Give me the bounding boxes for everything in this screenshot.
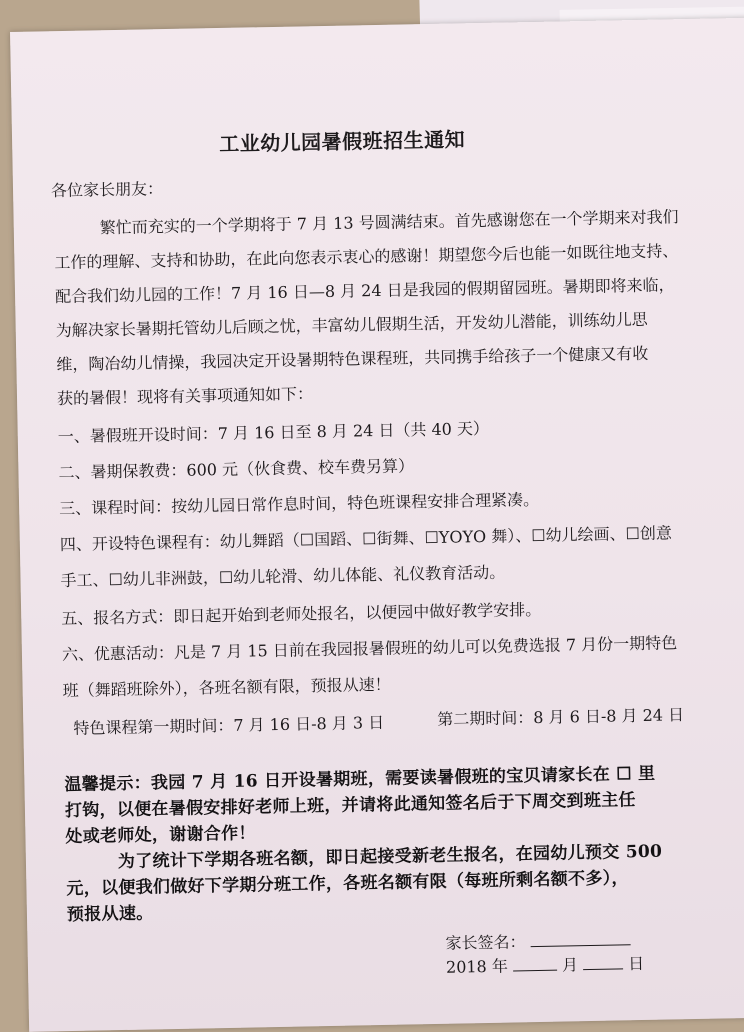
list-item: 五、报名方式：即日起开始到老师处报名，以便园中做好教学安排。 xyxy=(61,599,542,629)
date-month: 月 xyxy=(561,955,579,975)
list-item: 班（舞蹈班除外），各班名额有限，预报从速！ xyxy=(62,674,391,701)
tip-line-3: 处或老师处，谢谢合作！ xyxy=(65,823,256,848)
tip-line-1: 温馨提示：我园 7 月 16 日开设暑期班，需要读暑假班的宝贝请家长在 ☐ 里 xyxy=(64,763,656,796)
notice-title: 工业幼儿园暑假班招生通知 xyxy=(218,127,466,157)
list-item: 三、课程时间：按幼儿园日常作息时间，特色班课程安排合理紧凑。 xyxy=(58,489,540,519)
signature-row xyxy=(445,930,630,954)
body-line-4: 为解决家长暑期托管幼儿后顾之忧，丰富幼儿假期生活，开发幼儿潜能，训练幼儿思 xyxy=(55,309,648,341)
tip-line-5: 元，以便我们做好下学期分班工作，各班名额有限（每班所剩名额不多）， xyxy=(66,868,629,900)
body-line-5: 维，陶冶幼儿情操，我园决定开设暑期特色课程班，共同携手给孩子一个健康又有收 xyxy=(56,343,649,375)
date-row xyxy=(446,954,645,978)
list-item: 六、优惠活动：凡是 7 月 15 日前在我园报暑假班的幼儿可以免费选报 7 月份一期特色 xyxy=(61,633,678,665)
list-item: 二、暑期保教费：600 元（伙食费、校车费另算） xyxy=(58,456,415,483)
period-two: 第二期时间：8 月 6 日-8 月 24 日 xyxy=(437,705,685,729)
period-one: 特色课程第一期时间：7 月 16 日-8 月 3 日 xyxy=(73,712,385,738)
tip-line-2: 打钩，以便在暑假安排好老师上班，并请将此通知签名后于下周交到班主任 xyxy=(64,790,636,822)
body-line-6: 获的暑假！现将有关事项通知如下： xyxy=(56,384,314,409)
day-blank xyxy=(583,954,623,970)
body-line-2: 工作的理解、支持和协助，在此向您表示衷心的感谢！期望您今后也能一如既往地支持、 xyxy=(54,241,679,273)
tip-line-4: 为了统计下学期各班名额，即日起接受新老生报名，在园幼儿预交 500 xyxy=(117,841,663,873)
date-day: 日 xyxy=(628,953,645,974)
list-item: 手工、☐幼儿非洲鼓，☐幼儿轮滑、幼儿体能、礼仪教育活动。 xyxy=(60,562,506,591)
greeting: 各位家长朋友： xyxy=(50,179,164,201)
list-item: 四、开设特色课程有：幼儿舞蹈（☐国蹈、☐街舞、☐YOYO 舞）、☐幼儿绘画、☐创意 xyxy=(59,523,673,555)
tip-line-6: 预报从速。 xyxy=(66,903,154,926)
notice-paper xyxy=(10,17,744,1031)
signature-label: 家长签名： xyxy=(445,932,526,953)
body-line-1: 繁忙而充实的一个学期将于 7 月 13 号圆满结束。首先感谢您在一个学期来对我们 xyxy=(99,207,679,238)
month-blank xyxy=(513,956,557,972)
signature-blank xyxy=(530,930,630,947)
list-item: 一、暑假班开设时间：7 月 16 日至 8 月 24 日（共 40 天） xyxy=(57,418,490,447)
date-year: 2018 年 xyxy=(445,956,509,977)
body-line-3: 配合我们幼儿园的工作！7 月 16 日—8 月 24 日是我园的假期留园班。暑期即将来临， xyxy=(54,275,675,307)
